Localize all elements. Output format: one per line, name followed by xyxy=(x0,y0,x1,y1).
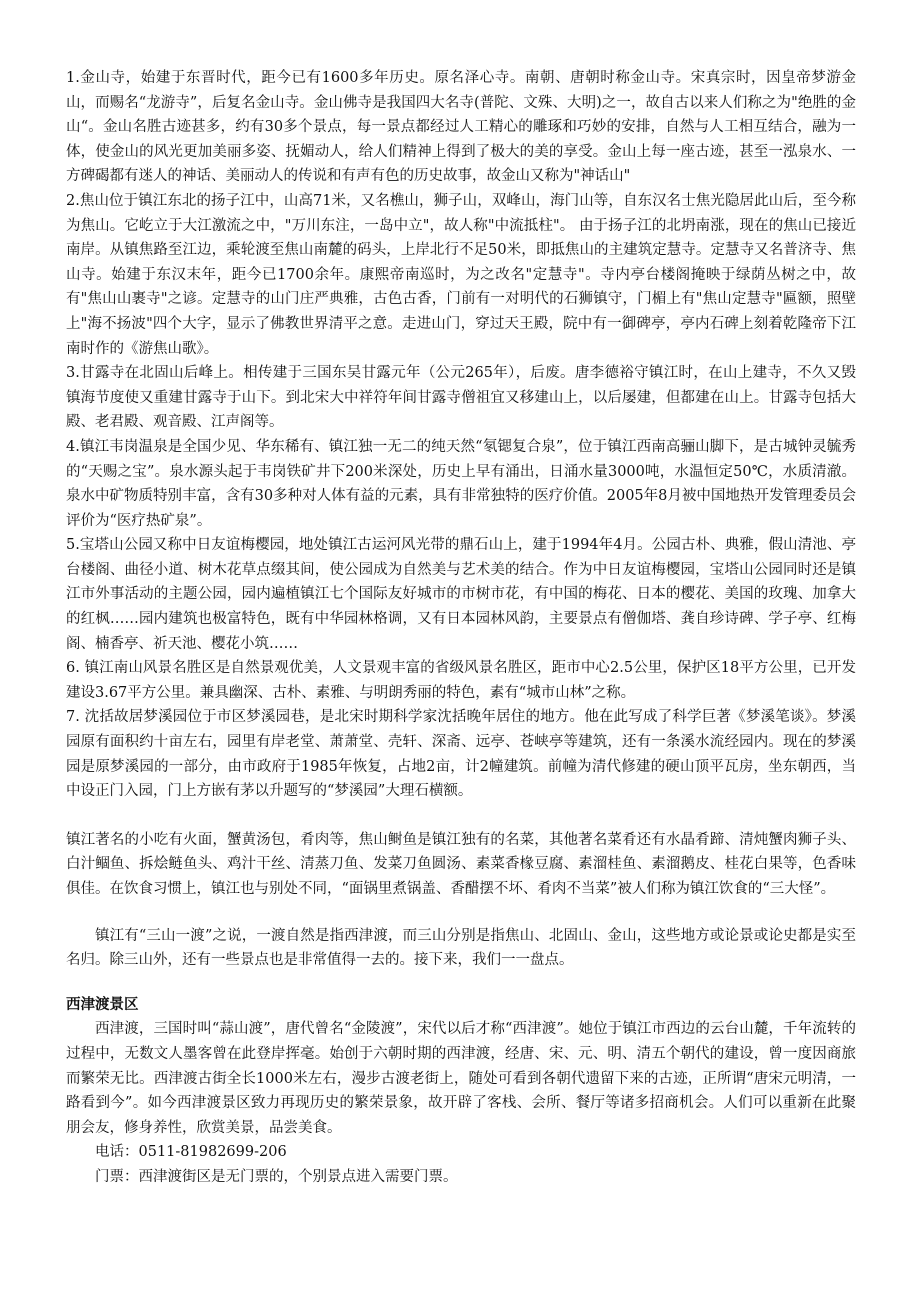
intro-paragraph: 镇江有“三山一渡”之说，一渡自然是指西津渡，而三山分别是指焦山、北固山、金山，这些地方或论景或论史都是实至名归。除三山外，还有一些景点也是非常值得一去的。接下来，我们一一盘点。 xyxy=(66,927,856,969)
section-phone: 电话：0511-81982699-206 xyxy=(95,1144,287,1161)
list-item-nanshan: 6. 镇江南山风景名胜区是自然景观优美，人文景观丰富的省级风景名胜区，距市中心2.5公里，保护区18平方公里，已开发建设3.67平方公里。兼具幽深、古朴、素雅、与明朗秀丽的特色，素有“城市山林”之称。 xyxy=(66,660,856,701)
list-item-jinshan: 1.金山寺，始建于东晋时代，距今已有1600多年历史。原名泽心寺。南朝、唐朝时称金山寺。宋真宗时，因皇帝梦游金山，而赐名“龙游寺”，后复名金山寺。金山佛寺是我国四大名寺(普陀、文殊、大明)之一，故自古以来人们称之为"绝胜的金山“。金山名胜古迹甚多，约有30多个景点，每一景点都经过人工精心的雕琢和巧妙的安排，自然与人工相互结合，融为一体，使金山的风光更加美丽多姿、抚媚动人，给人们精神上得到了极大的美的享受。金山上每一座古迹，甚至一泓泉水、一方碑碣都有迷人的神话、美丽动人的传说和有声有色的历史故事，故金山又称为"神话山" xyxy=(66,70,856,185)
section-body: 西津渡，三国时叫“蒜山渡”，唐代曾名“金陵渡”，宋代以后才称“西津渡”。她位于镇江市西边的云台山麓，千年流转的过程中，无数文人墨客曾在此登岸挥毫。始创于六朝时期的西津渡，经唐、宋、元、明、清五个朝代的建设，曾一度因商旅而繁荣无比。西津渡古街全长1000米左右，漫步古渡老街上，随处可看到各朝代遗留下来的古迹，正所谓“唐宋元明清，一路看到今”。如今西津渡景区致力再现历史的繁荣景象，故开辟了客栈、会所、餐厅等诸多招商机会。人们可以重新在此聚朋会友，修身养性，欣赏美景，品尝美食。 xyxy=(66,1021,856,1136)
food-paragraph: 镇江著名的小吃有火面，蟹黄汤包，肴肉等，焦山鲥鱼是镇江独有的名菜，其他著名菜肴还有水晶肴蹄、清炖蟹肉狮子头、白汁鲴鱼、拆烩鲢鱼头、鸡汁干丝、清蒸刀鱼、发菜刀鱼圆汤、素菜香椽豆腐、素溜桂鱼、素溜鹅皮、桂花白果等，色香味俱佳。在饮食习惯上，镇江也与别处不同，“面锅里煮锅盖、香醋摆不坏、肴肉不当菜”被人们称为镇江饮食的“三大怪”。 xyxy=(66,831,856,897)
spacer xyxy=(66,902,856,924)
list-item-baotashan: 5.宝塔山公园又称中日友谊梅樱园，地处镇江古运河风光带的鼎石山上，建于1994年4月。公园古朴、典雅，假山清池、亭台楼阁、曲径小道、树木花草点缀其间，使公园成为自然美与艺术美的结合。作为中日友谊梅樱园，宝塔山公园同时还是镇江市外事活动的主题公园，园内遍植镇江七个国际友好城市的市树市花，有中国的梅花、日本的樱花、美国的玫瑰、加拿大的红枫……园内建筑也极富特色，既有中华园林格调，又有日本园林风韵，主要景点有僧伽塔、龚自珍诗碑、学子亭、红梅阁、楠香亭、祈天池、樱花小筑…… xyxy=(66,537,856,652)
section-title: 西津渡景区 xyxy=(66,996,139,1013)
list-item-mengxi: 7. 沈括故居梦溪园位于市区梦溪园巷，是北宋时期科学家沈括晚年居住的地方。他在此写成了科学巨著《梦溪笔谈》。梦溪园原有面积约十亩左右，园里有岸老堂、萧萧堂、壳轩、深斋、远亭、苍峡亭等建筑，还有一条溪水流经园内。现在的梦溪园是原梦溪园的一部分，由市政府于1985年恢复，占地2亩，计2幢建筑。前幢为清代修建的硬山顶平瓦房，坐东朝西，当中设正门入园，门上方嵌有茅以升题写的“梦溪园”大理石横额。 xyxy=(66,709,856,800)
list-item-hot-spring: 4.镇江韦岗温泉是全国少见、华东稀有、镇江独一无二的纯天然“氡锶复合泉”，位于镇江西南高骊山脚下，是古城钟灵毓秀的“天赐之宝”。泉水源头起于韦岗铁矿井下200米深处，历史上早有涌出，日涌水量3000吨，水温恒定50℃，水质清澈。泉水中矿物质特别丰富，含有30多种对人体有益的元素，具有非常独特的医疗价值。2005年8月被中国地热开发管理委员会评价为“医疗热矿泉”。 xyxy=(66,438,856,529)
document-page xyxy=(66,66,856,1190)
list-item-jiaoshan: 2.焦山位于镇江东北的扬子江中，山高71米，又名樵山，狮子山，双峰山，海门山等，自东汉名士焦光隐居此山后，至今称为焦山。它屹立于大江激流之中，"万川东注，一岛中立"，故人称"中流抵柱"。 由于扬子江的北坍南涨，现在的焦山已接近南岸。从镇焦路至江边，乘轮渡至焦山南麓的码头，上岸北行不足50米，即抵焦山的主建筑定慧寺。定慧寺又名普济寺、焦山寺。始建于东汉末年，距今已1700余年。康熙帝南巡时，为之改名"定慧寺"。寺内亭台楼阁掩映于绿荫丛树之中，故有"焦山山裹寺"之谚。定慧寺的山门庄严典雅，古色古香，门前有一对明代的石狮镇守，门楣上有"焦山定慧寺"匾额，照壁上"海不扬波"四个大字，显示了佛教世界清平之意。走进山门，穿过天王殿，院中有一御碑亭，亭内石碑上刻着乾隆帝下江南时作的《游焦山歌》。 xyxy=(66,192,856,357)
spacer xyxy=(66,973,856,993)
list-item-ganlu: 3.甘露寺在北固山后峰上。相传建于三国东吴甘露元年（公元265年），后废。唐李德裕守镇江时，在山上建寺，不久又毁 镇海节度使又重建甘露寺于山下。到北宋大中祥符年间甘露寺僧祖宜又移建山上，以后屡建，但都建在山上。甘露寺包括大殿、老君殿、观音殿、江声阁等。 xyxy=(66,365,856,431)
section-ticket: 门票：西津渡街区是无门票的，个别景点进入需要门票。 xyxy=(95,1168,458,1185)
spacer xyxy=(66,804,856,828)
